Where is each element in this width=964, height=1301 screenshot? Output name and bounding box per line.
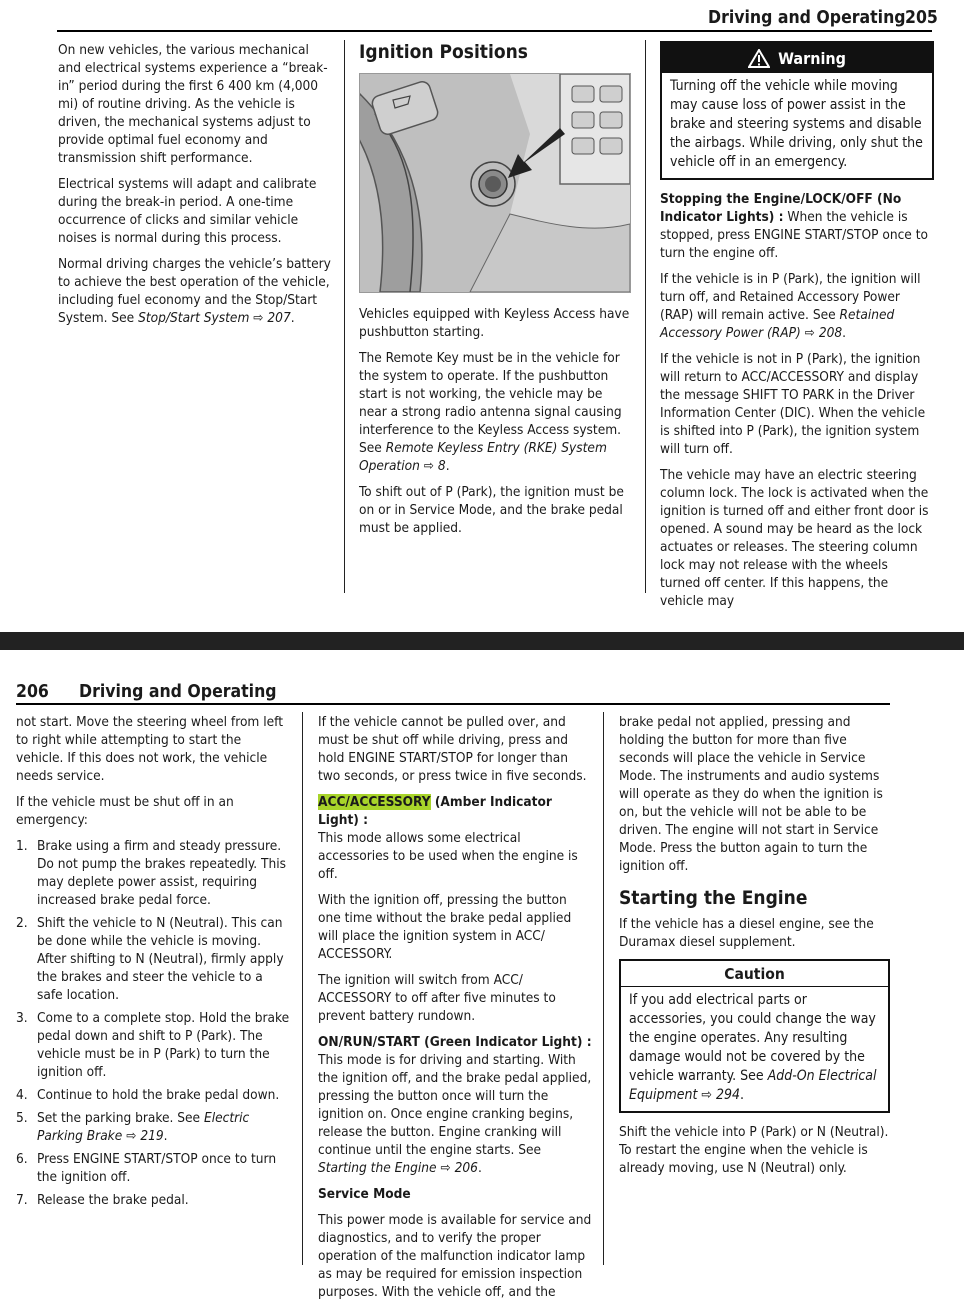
page-reference[interactable]: 219 <box>140 1128 164 1144</box>
break-in-paragraph: On new vehicles, the various mechanical and electrical systems experience a “break-in” period during the first 6 400 km (4,000 mi) of routine driving. As the vehicle is driven, the mechanical systems adjust to provide optimal fuel economy and transmission shift performance. <box>58 42 328 166</box>
paragraph-text: This mode allows some electrical accessories to be used when the engine is off. <box>318 830 578 882</box>
cross-reference-link[interactable]: Starting the Engine <box>318 1160 437 1176</box>
not-start-paragraph: not start. Move the steering wheel from left to right while attempting to start the vehicle. If this does not work, the vehicle needs service. <box>16 714 284 784</box>
paragraph-text: The Remote Key must be in the vehicle for the system to operate. If the pushbutton start is not working, the vehicle may be near a strong radio antenna signal causing interference to the Keyless Access system. See <box>359 350 622 456</box>
service-mode-heading: Service Mode <box>318 1186 411 1202</box>
step-text: Shift the vehicle to N (Neutral). This can be done while the vehicle is moving. After shifting to N (Neutral), firmly apply the brakes and steer the vehicle to a safe location. <box>37 915 284 1003</box>
page-arrow-icon: ⇨ <box>253 310 264 326</box>
column-divider <box>344 40 345 593</box>
park-ignition-paragraph: If the vehicle is in P (Park), the ignition will turn off, and Retained Accessory Power (RAP) will remain active. See Retained Accessory Power (RAP) ⇨ 208. <box>660 271 921 341</box>
control-button <box>600 86 622 102</box>
page-reference[interactable]: 208 <box>818 325 843 341</box>
page-arrow-icon: ⇨ <box>804 325 815 341</box>
step-number: 2. <box>16 915 28 931</box>
step-text: Set the parking brake. See <box>37 1110 204 1126</box>
list-item <box>16 914 292 1004</box>
emergency-steps-list <box>16 837 292 1209</box>
control-button <box>572 138 594 154</box>
paragraph-text: This mode is for driving and starting. With the ignition off, and the brake pedal applied, pressing the button once will turn the ignition on. Once engine cranking begins, release the button. Engine cranking will continue until the engine starts. See <box>318 1052 592 1158</box>
page-206-column-1 <box>16 713 292 1214</box>
paragraph-text: Normal driving charges the vehicle’s battery to achieve the best operation of the vehicle, including fuel economy and the Stop/Start System. See <box>58 256 331 326</box>
step-text: Brake using a firm and steady pressure. Do not pump the brakes repeatedly. This may deplete power assist, requiring increased brake pedal force. <box>37 838 286 908</box>
remote-key-paragraph: The Remote Key must be in the vehicle for the system to operate. If the pushbutton start is not working, the vehicle may be near a strong radio antenna signal causing interference to the Keyless Access system. See Remote Keyless Entry (RKE) System Operation ⇨ 8. <box>359 350 622 474</box>
paragraph-text: If you add electrical parts or accessories, you could change the way the engine operates. Any resulting damage would not be covered by the vehicle warranty. See <box>629 992 876 1084</box>
shift-out-of-park-paragraph: To shift out of P (Park), the ignition must be on or in Service Mode, and the brake pedal must be applied. <box>359 484 624 536</box>
warning-header <box>662 43 932 73</box>
control-button <box>600 138 622 154</box>
list-item <box>16 1191 292 1209</box>
warning-text: Turning off the vehicle while moving may cause loss of power assist in the brake and steering systems and disable the airbags. While driving, only shut the vehicle off in an emergency. <box>670 78 923 170</box>
page-205-header-rule <box>57 30 932 32</box>
step-number: 5. <box>16 1110 28 1126</box>
stopping-engine-paragraph <box>660 190 932 262</box>
page-206-number: 206 <box>16 682 49 702</box>
page-206-header-rule <box>16 703 890 705</box>
step-number: 7. <box>16 1192 28 1208</box>
caution-box <box>619 959 890 1113</box>
page-reference[interactable]: 207 <box>267 310 291 326</box>
caution-title: Caution <box>621 961 888 987</box>
list-item <box>16 837 292 909</box>
page-205-header-title: Driving and Operating <box>708 8 906 28</box>
page-reference[interactable]: 294 <box>715 1087 740 1103</box>
ignition-positions-heading: Ignition Positions <box>359 41 528 63</box>
warning-title: Warning <box>778 48 846 68</box>
step-text: Press ENGINE START/STOP once to turn the ignition off. <box>37 1151 277 1185</box>
list-item <box>16 1009 292 1081</box>
cross-reference-link[interactable]: Stop/Start System <box>138 310 250 326</box>
warning-triangle-icon <box>748 49 770 68</box>
service-mode-paragraph: This power mode is available for service and diagnostics, and to verify the proper operation of the malfunction indicator lamp as may be required for emission inspection purposes. With the vehicle off, and the <box>318 1212 592 1300</box>
control-button <box>600 112 622 128</box>
cross-reference-link[interactable]: Electric Parking Brake <box>37 1110 250 1144</box>
electrical-calibrate-paragraph: Electrical systems will adapt and calibrate during the break-in period. A one-time occurrence of clicks and similar vehicle noises is normal during this process. <box>58 176 317 246</box>
battery-charge-paragraph: Normal driving charges the vehicle’s battery to achieve the best operation of the vehicle, including fuel economy and the Stop/Start System. See Stop/Start System ⇨ 207. <box>58 256 331 326</box>
page-205-column-1 <box>58 41 334 327</box>
page-206-column-3 <box>619 713 891 1177</box>
step-number: 1. <box>16 838 28 854</box>
ignition-off-paragraph: With the ignition off, pressing the button one time without the brake pedal applied will place the ignition system in ACC/ ACCESSORY. <box>318 892 572 962</box>
ignition-button-illustration <box>359 73 631 293</box>
step-text: Release the brake pedal. <box>37 1192 189 1208</box>
list-item: 5. Set the parking brake. See Electric Parking Brake ⇨ 219. <box>16 1110 250 1144</box>
list-item <box>16 1150 292 1186</box>
on-run-start-label: ON/RUN/START (Green Indicator Light) : <box>318 1034 592 1050</box>
page-reference[interactable]: 8 <box>437 458 446 474</box>
page-separator <box>0 632 964 650</box>
column-divider <box>645 40 646 593</box>
steering-lock-paragraph: The vehicle may have an electric steering column lock. The lock is activated when the ignition is turned off and either front door is opened. A sound may be heard as the lock actuates or releases. The steering column lock may not release with the wheels turned off center. If this happens, the vehicle may <box>660 467 929 609</box>
acc-indicator-label: (Amber Indicator Light) : <box>318 794 552 828</box>
acc-accessory-label: ACC/ACCESSORY <box>318 794 431 810</box>
service-mode-continued-paragraph: brake pedal not applied, pressing and holding the button for more than five seconds will place the vehicle in Service Mode. The instruments and audio systems will operate as they do when the ignition is on, but the vehicle will not be able to be driven. The engine will not start in Service Mode. Press the button again to turn the ignition off. <box>619 714 883 874</box>
on-run-start-paragraph: ON/RUN/START (Green Indicator Light) : This mode is for driving and starting. With the ignition off, and the brake pedal applied, pressing the button once will turn the ignition on. Once engine cranking begins, release the button. Engine cranking will continue until the engine starts. See Starting the Engine ⇨ 206. <box>318 1034 592 1176</box>
shift-neutral-paragraph: Shift the vehicle into P (Park) or N (Neutral). To restart the engine when the vehicle is already moving, use N (Neutral) only. <box>619 1124 889 1176</box>
start-button-face <box>485 176 501 192</box>
page-arrow-icon: ⇨ <box>440 1160 451 1176</box>
caution-text: If you add electrical parts or accessories, you could change the way the engine operates. Any resulting damage would not be covered by the vehicle warranty. See Add-On Electrical Equipment ⇨ 294. <box>629 992 877 1103</box>
stopping-engine-label: Stopping the Engine/LOCK/OFF (No Indicator Lights) : <box>660 191 902 225</box>
not-in-park-paragraph: If the vehicle is not in P (Park), the ignition will return to ACC/ACCESSORY and display the message SHIFT TO PARK in the Driver Information Center (DIC). When the vehicle is shifted into P (Park), the ignition system will turn off. <box>660 351 926 457</box>
list-item <box>16 1086 292 1104</box>
page-arrow-icon: ⇨ <box>423 458 435 474</box>
control-button <box>572 112 594 128</box>
cross-reference-link[interactable]: Retained Accessory Power (RAP) <box>660 307 895 341</box>
step-number: 6. <box>16 1151 28 1167</box>
page-205-number: 205 <box>905 8 938 28</box>
page-arrow-icon: ⇨ <box>126 1128 137 1144</box>
page-206-header-title: Driving and Operating <box>79 682 277 702</box>
starting-the-engine-heading: Starting the Engine <box>619 887 808 909</box>
step-text: Come to a complete stop. Hold the brake pedal down and shift to P (Park). The vehicle must be in P (Park) to turn the ignition off. <box>37 1010 290 1080</box>
ignition-illustration-svg <box>360 74 630 292</box>
switch-to-off-paragraph: The ignition will switch from ACC/ ACCESSORY to off after five minutes to prevent battery rundown. <box>318 972 556 1024</box>
paragraph-text: If the vehicle is in P (Park), the ignition will turn off, and Retained Accessory Power (RAP) will remain active. See <box>660 271 921 323</box>
step-number: 4. <box>16 1087 28 1103</box>
page-arrow-icon: ⇨ <box>701 1087 712 1103</box>
control-button <box>572 86 594 102</box>
warning-box <box>660 41 934 180</box>
cannot-pull-over-paragraph: If the vehicle cannot be pulled over, and must be shut off while driving, press and hold ENGINE START/STOP for longer than two seconds, or press twice in five seconds. <box>318 714 587 784</box>
step-number: 3. <box>16 1010 28 1026</box>
diesel-paragraph: If the vehicle has a diesel engine, see the Duramax diesel supplement. <box>619 916 874 950</box>
emergency-shutoff-intro: If the vehicle must be shut off in an emergency: <box>16 794 234 828</box>
page-205-column-3 <box>660 190 932 610</box>
cross-reference-link[interactable]: Remote Keyless Entry (RKE) System Operation <box>359 440 607 474</box>
cross-reference-link[interactable]: Add-On Electrical Equipment <box>629 1068 877 1103</box>
column-divider <box>603 712 604 1265</box>
page-205-column-2 <box>359 41 631 537</box>
step-text: Continue to hold the brake pedal down. <box>37 1087 280 1103</box>
keyless-access-paragraph: Vehicles equipped with Keyless Access have pushbutton starting. <box>359 306 630 340</box>
column-divider <box>302 712 303 1265</box>
paragraph-text: When the vehicle is stopped, press ENGINE START/STOP once to turn the engine off. <box>660 209 928 261</box>
page-206-column-2 <box>318 713 592 1301</box>
page-reference[interactable]: 206 <box>454 1160 478 1176</box>
acc-accessory-paragraph <box>318 793 592 883</box>
